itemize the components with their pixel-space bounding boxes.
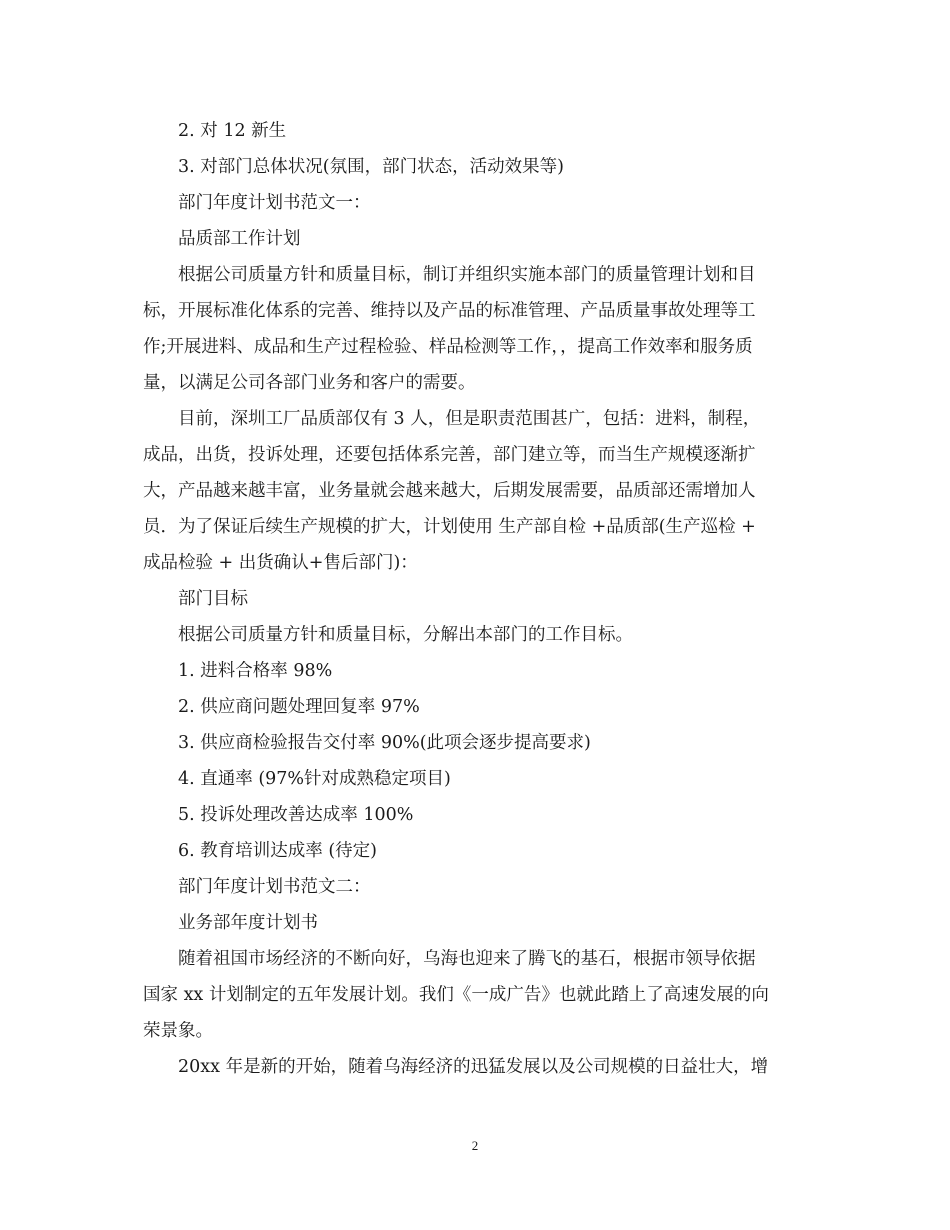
paragraph-line: 标，开展标准化体系的完善、维持以及产品的标准管理、产品质量事故处理等工 [143,301,756,321]
list-item: 6. 教育培训达成率 (待定) [178,841,377,861]
paragraph-line: 成品检验 + 出货确认+售后部门)： [143,553,418,573]
section-heading: 部门年度计划书范文一： [178,193,371,213]
section-heading: 业务部年度计划书 [178,913,318,933]
paragraph-line: 根据公司质量方针和质量目标，制订并组织实施本部门的质量管理计划和目 [178,265,756,285]
section-heading: 部门目标 [178,589,248,609]
list-item: 2. 供应商问题处理回复率 97% [178,697,420,717]
paragraph-line: 大，产品越来越丰富，业务量就会越来越大，后期发展需要，品质部还需增加人 [143,481,756,501]
paragraph-line: 根据公司质量方针和质量目标，分解出本部门的工作目标。 [178,625,633,645]
paragraph-line: 员．为了保证后续生产规模的扩大，计划使用 生产部自检 +品质部(生产巡检 + [143,517,756,537]
paragraph-line: 成品，出货，投诉处理，还要包括体系完善，部门建立等，而当生产规模逐渐扩 [143,445,756,465]
paragraph-line: 20xx 年是新的开始，随着乌海经济的迅猛发展以及公司规模的日益壮大，增 [178,1057,769,1077]
page-number: 2 [471,1138,479,1153]
paragraph-line: 目前，深圳工厂品质部仅有 3 人，但是职责范围甚广，包括：进料，制程， [178,409,761,429]
section-heading: 品质部工作计划 [178,229,301,249]
list-item: 1. 进料合格率 98% [178,661,333,681]
list-item: 4. 直通率 (97%针对成熟稳定项目) [178,769,451,789]
paragraph-line: 作;开展进料、成品和生产过程检验、样品检测等工作，，提高工作效率和服务质 [143,337,753,357]
list-item: 2. 对 12 新生 [178,121,287,141]
document-body [143,113,803,1085]
section-heading: 部门年度计划书范文二： [178,877,371,897]
paragraph-line: 量，以满足公司各部门业务和客户的需要。 [143,373,476,393]
paragraph-line: 国家 xx 计划制定的五年发展计划。我们《一成广告》也就此踏上了高速发展的向 [143,985,769,1005]
list-item: 5. 投诉处理改善达成率 100% [178,805,414,825]
paragraph-line: 荣景象。 [143,1021,213,1041]
list-item: 3. 对部门总体状况(氛围，部门状态，活动效果等) [178,157,564,177]
paragraph-line: 随着祖国市场经济的不断向好，乌海也迎来了腾飞的基石，根据市领导依据 [178,949,756,969]
list-item: 3. 供应商检验报告交付率 90%(此项会逐步提高要求) [178,733,591,753]
